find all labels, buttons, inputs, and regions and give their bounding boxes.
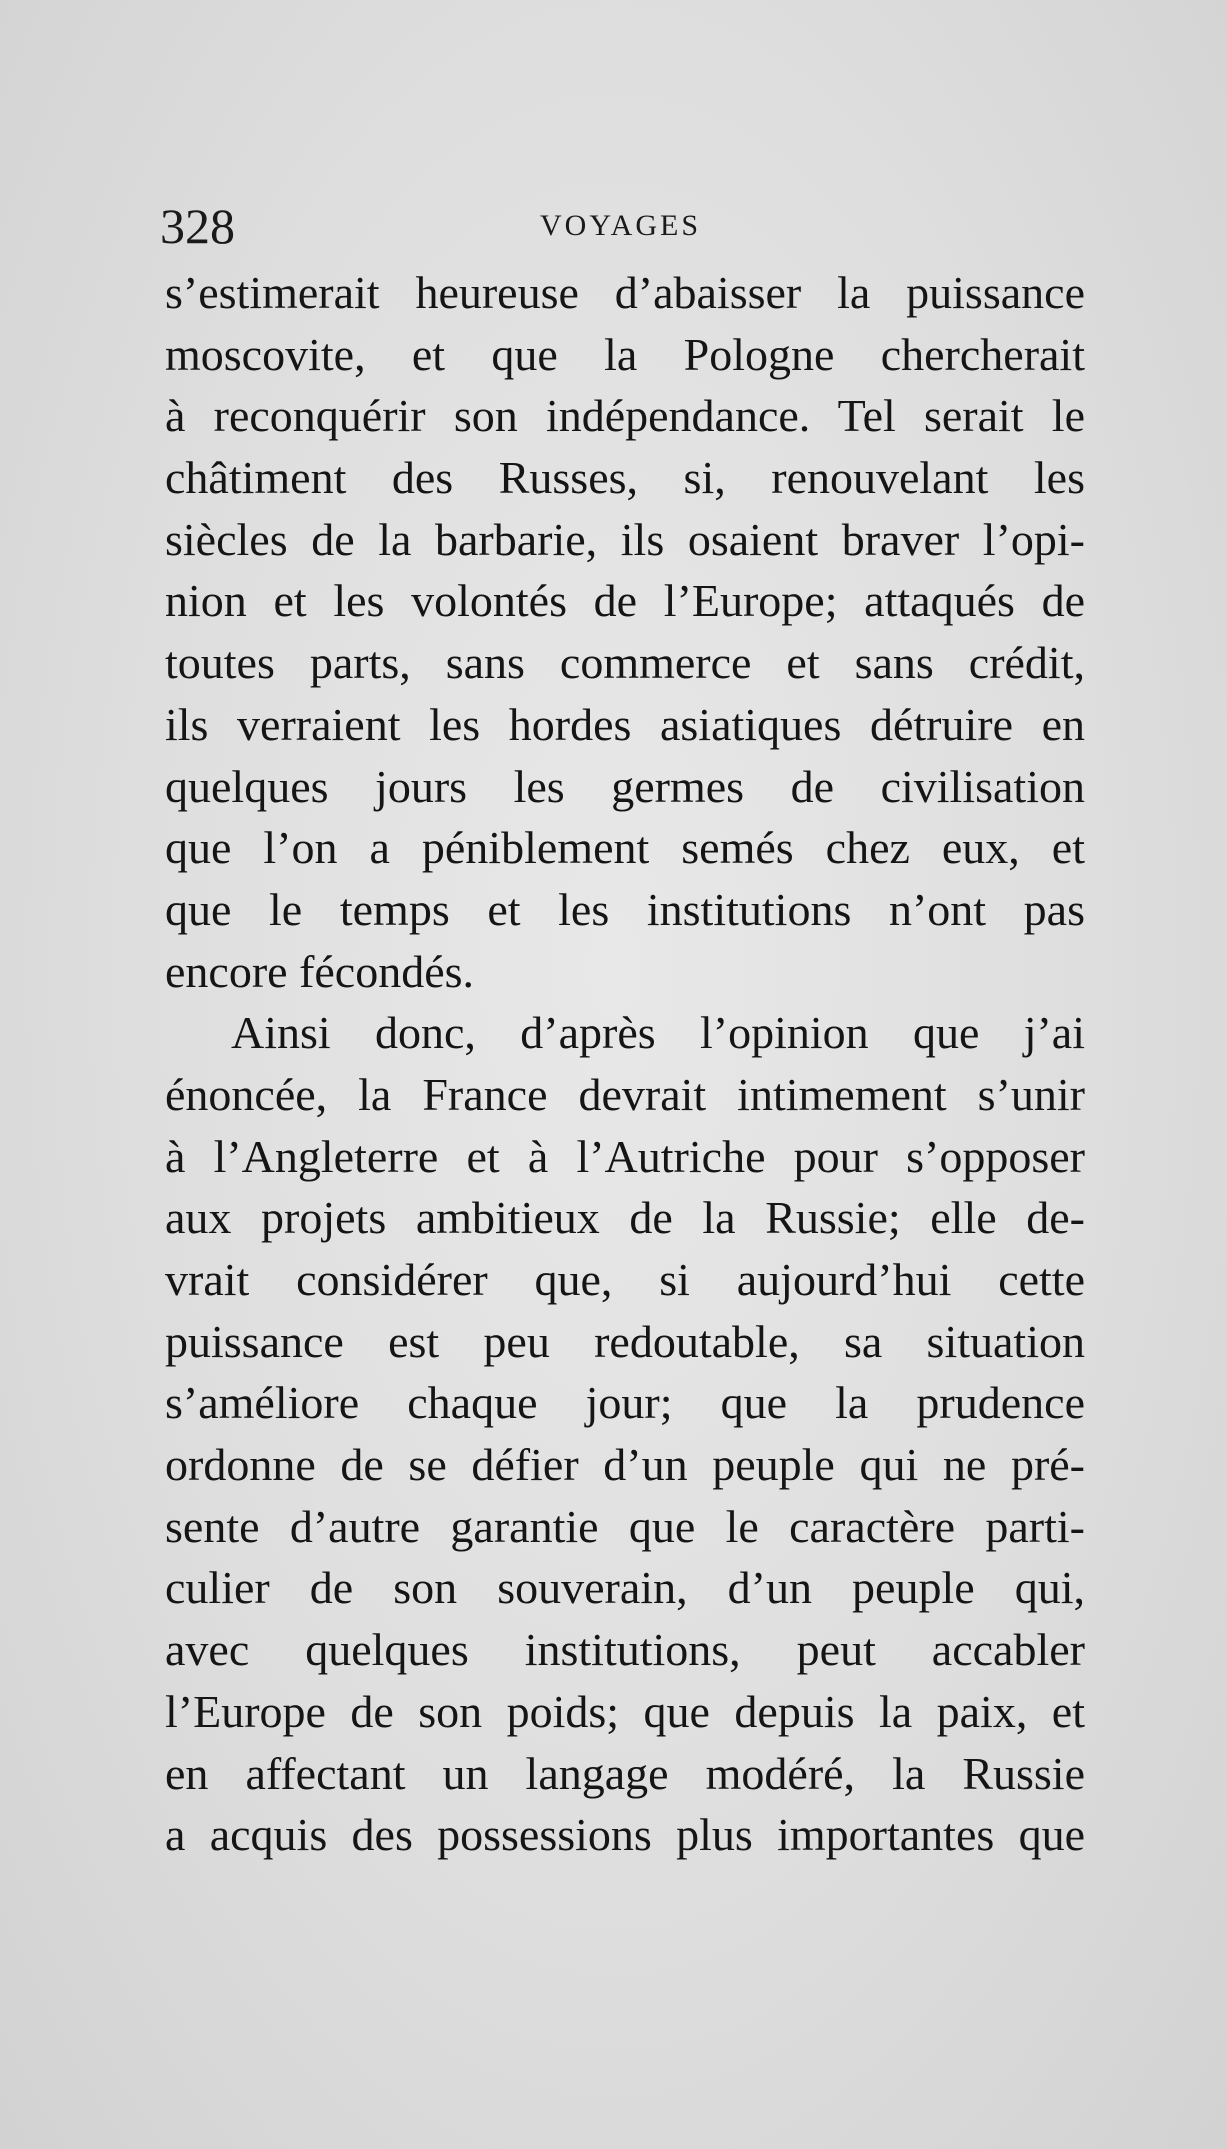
text-line: l’Europe de son poids; que depuis la paix, et [165,1685,1085,1737]
body-text [165,262,1085,1866]
text-line: a acquis des possessions plus importantes que [165,1809,1085,1861]
text-line: avec quelques institutions, peut accabler [165,1624,1085,1676]
text-line: à reconquérir son indépendance. Tel serait le [165,390,1085,442]
text-line: quelques jours les germes de civilisation [165,760,1085,812]
text-line: à l’Angleterre et à l’Autriche pour s’opposer [165,1130,1085,1182]
text-line: ordonne de se défier d’un peuple qui ne pré- [165,1439,1085,1491]
text-line: puissance est peu redoutable, sa situation [165,1315,1085,1367]
text-line: culier de son souverain, d’un peuple qui, [165,1562,1085,1614]
text-line: Ainsi donc, d’après l’opinion que j’ai [231,1007,1085,1059]
text-line: aux projets ambitieux de la Russie; elle de- [165,1192,1085,1244]
text-line: en affectant un langage modéré, la Russie [165,1747,1085,1799]
text-line: que le temps et les institutions n’ont pas [165,883,1085,935]
page-header [160,196,1090,256]
running-title: VOYAGES [540,209,702,242]
text-line: sente d’autre garantie que le caractère parti- [165,1500,1085,1552]
text-line: siècles de la barbarie, ils osaient braver l’opi- [165,513,1085,565]
text-line: vrait considérer que, si aujourd’hui cette [165,1254,1085,1305]
text-line: que l’on a péniblement semés chez eux, et [165,822,1085,874]
text-line: nion et les volontés de l’Europe; attaqués de [165,575,1085,627]
text-line: ils verraient les hordes asiatiques détruire en [165,698,1085,750]
text-line: toutes parts, sans commerce et sans crédit, [165,637,1085,689]
text-line: s’estimerait heureuse d’abaisser la puissance [165,267,1085,318]
text-line: châtiment des Russes, si, renouvelant les [165,452,1085,504]
text-line: moscovite, et que la Pologne chercherait [165,328,1085,380]
text-line: s’améliore chaque jour; que la prudence [165,1377,1085,1429]
text-line: énoncée, la France devrait intimement s’unir [165,1068,1085,1120]
text-line: encore fécondés. [165,945,475,997]
page-number: 328 [160,198,235,254]
